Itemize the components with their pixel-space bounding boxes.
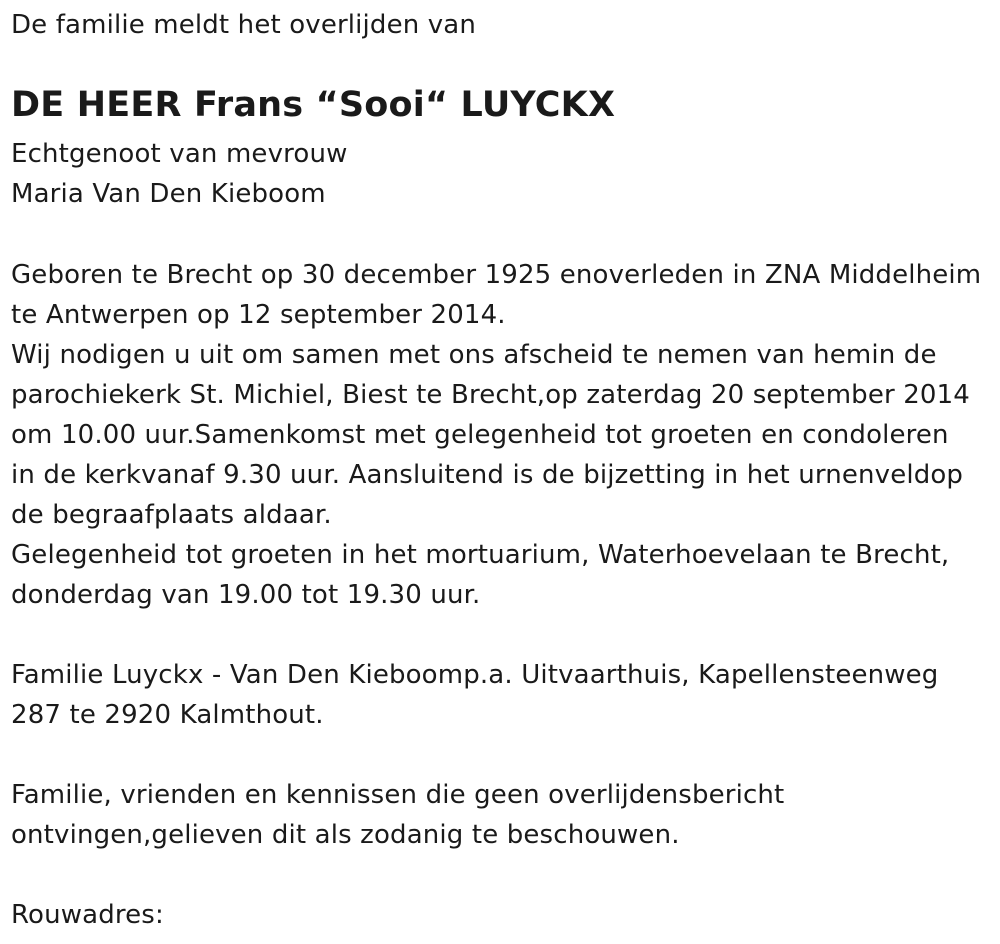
address-label: Rouwadres:	[11, 900, 164, 930]
closing-line: Familie, vrienden en kennissen die geen overlijdensbericht	[11, 780, 785, 810]
details-line: om 10.00 uur.Samenkomst met gelegenheid tot groeten en condoleren	[11, 420, 949, 450]
intro-text: De familie meldt het overlijden van	[11, 10, 477, 40]
address-block	[11, 895, 164, 935]
closing-paragraph	[11, 775, 784, 855]
spouse-block	[11, 134, 348, 214]
family-paragraph	[11, 655, 938, 735]
details-line: de begraafplaats aldaar.	[11, 500, 332, 530]
details-line: Wij nodigen u uit om samen met ons afscheid te nemen van hemin de	[11, 340, 937, 370]
deceased-name: DE HEER Frans “Sooi“ LUYCKX	[11, 85, 616, 125]
details-paragraph	[11, 255, 981, 615]
details-line: Gelegenheid tot groeten in het mortuarium, Waterhoevelaan te Brecht,	[11, 540, 950, 570]
closing-line: ontvingen,gelieven dit als zodanig te beschouwen.	[11, 820, 680, 850]
details-line: in de kerkvanaf 9.30 uur. Aansluitend is de bijzetting in het urnenveldop	[11, 460, 964, 490]
family-line: Familie Luyckx - Van Den Kieboomp.a. Uitvaarthuis, Kapellensteenweg	[11, 660, 939, 690]
details-line: donderdag van 19.00 tot 19.30 uur.	[11, 580, 481, 610]
family-line: 287 te 2920 Kalmthout.	[11, 700, 324, 730]
spouse-line: Maria Van Den Kieboom	[11, 179, 326, 209]
spouse-line: Echtgenoot van mevrouw	[11, 139, 348, 169]
details-line: parochiekerk St. Michiel, Biest te Brecht,op zaterdag 20 september 2014	[11, 380, 970, 410]
details-line: te Antwerpen op 12 september 2014.	[11, 300, 506, 330]
details-line: Geboren te Brecht op 30 december 1925 enoverleden in ZNA Middelheim	[11, 260, 982, 290]
